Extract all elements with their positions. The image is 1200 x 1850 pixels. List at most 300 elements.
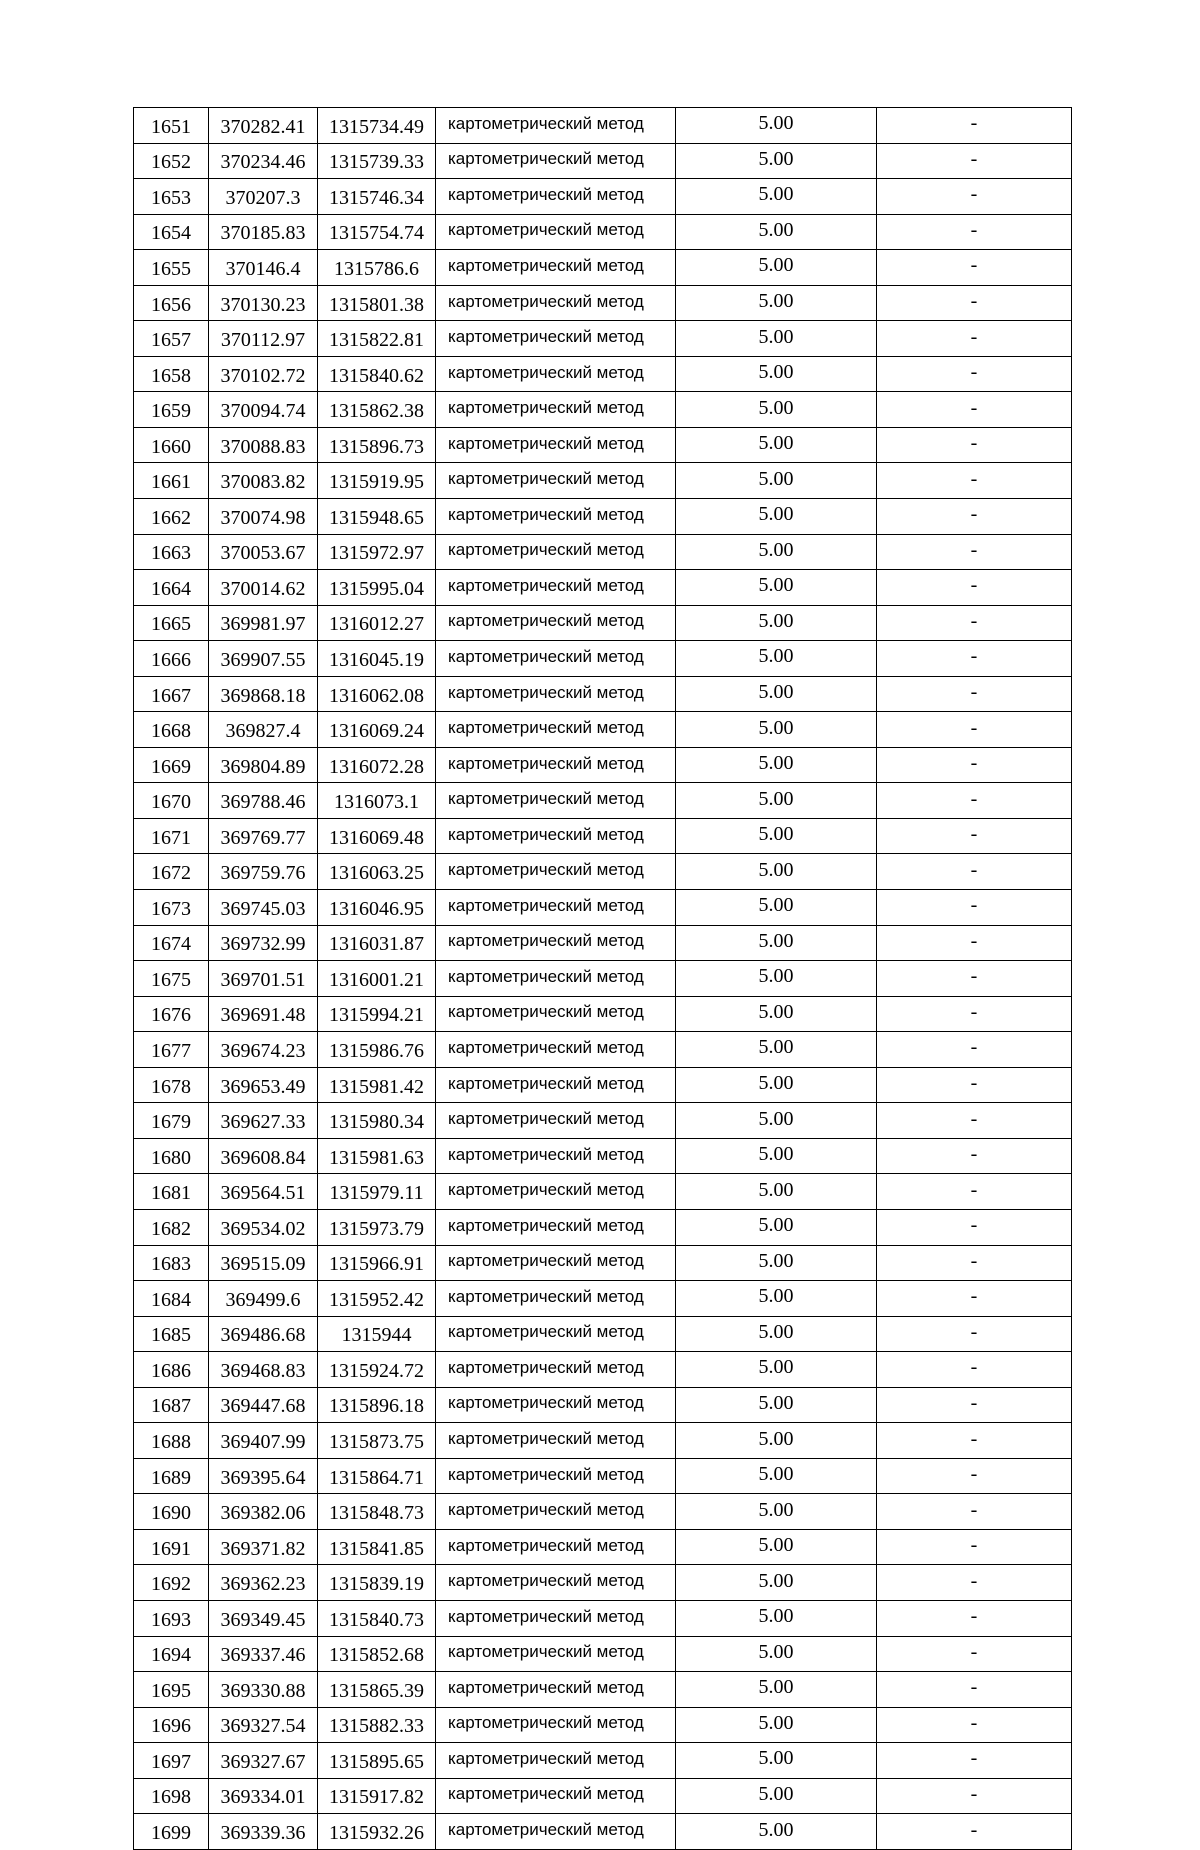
point-number-cell: 1685: [134, 1316, 209, 1352]
note-cell: -: [877, 392, 1072, 428]
method-cell: картометрический метод: [436, 214, 676, 250]
method-cell: картометрический метод: [436, 427, 676, 463]
note-cell: -: [877, 1600, 1072, 1636]
x-coordinate-cell: 369564.51: [209, 1174, 318, 1210]
accuracy-cell: 5.00: [676, 1494, 877, 1530]
y-coordinate-cell: 1316045.19: [318, 641, 436, 677]
accuracy-cell: 5.00: [676, 143, 877, 179]
x-coordinate-cell: 369447.68: [209, 1387, 318, 1423]
point-number-cell: 1679: [134, 1103, 209, 1139]
x-coordinate-cell: 370014.62: [209, 570, 318, 606]
x-coordinate-cell: 369334.01: [209, 1778, 318, 1814]
note-cell: -: [877, 712, 1072, 748]
method-cell: картометрический метод: [436, 925, 676, 961]
x-coordinate-cell: 369827.4: [209, 712, 318, 748]
point-number-cell: 1676: [134, 996, 209, 1032]
method-cell: картометрический метод: [436, 1814, 676, 1850]
note-cell: -: [877, 1032, 1072, 1068]
table-row: [134, 712, 1072, 748]
table-row: [134, 961, 1072, 997]
x-coordinate-cell: 370074.98: [209, 499, 318, 535]
method-cell: картометрический метод: [436, 285, 676, 321]
y-coordinate-cell: 1315896.73: [318, 427, 436, 463]
table-row: [134, 1316, 1072, 1352]
y-coordinate-cell: 1315786.6: [318, 250, 436, 286]
y-coordinate-cell: 1315952.42: [318, 1281, 436, 1317]
point-number-cell: 1665: [134, 605, 209, 641]
x-coordinate-cell: 369468.83: [209, 1352, 318, 1388]
note-cell: -: [877, 108, 1072, 144]
point-number-cell: 1693: [134, 1600, 209, 1636]
accuracy-cell: 5.00: [676, 925, 877, 961]
table-row: [134, 890, 1072, 926]
x-coordinate-cell: 369499.6: [209, 1281, 318, 1317]
accuracy-cell: 5.00: [676, 108, 877, 144]
note-cell: -: [877, 1103, 1072, 1139]
accuracy-cell: 5.00: [676, 1458, 877, 1494]
x-coordinate-cell: 369608.84: [209, 1138, 318, 1174]
point-number-cell: 1664: [134, 570, 209, 606]
note-cell: -: [877, 499, 1072, 535]
point-number-cell: 1691: [134, 1529, 209, 1565]
point-number-cell: 1698: [134, 1778, 209, 1814]
point-number-cell: 1697: [134, 1743, 209, 1779]
table-row: [134, 818, 1072, 854]
table-row: [134, 570, 1072, 606]
method-cell: картометрический метод: [436, 1316, 676, 1352]
method-cell: картометрический метод: [436, 1352, 676, 1388]
table-row: [134, 1138, 1072, 1174]
note-cell: -: [877, 890, 1072, 926]
x-coordinate-cell: 369382.06: [209, 1494, 318, 1530]
accuracy-cell: 5.00: [676, 463, 877, 499]
y-coordinate-cell: 1315896.18: [318, 1387, 436, 1423]
x-coordinate-cell: 370088.83: [209, 427, 318, 463]
y-coordinate-cell: 1315839.19: [318, 1565, 436, 1601]
x-coordinate-cell: 369759.76: [209, 854, 318, 890]
method-cell: картометрический метод: [436, 854, 676, 890]
method-cell: картометрический метод: [436, 1387, 676, 1423]
note-cell: -: [877, 1245, 1072, 1281]
x-coordinate-cell: 370185.83: [209, 214, 318, 250]
x-coordinate-cell: 370102.72: [209, 356, 318, 392]
accuracy-cell: 5.00: [676, 783, 877, 819]
accuracy-cell: 5.00: [676, 1245, 877, 1281]
note-cell: -: [877, 1743, 1072, 1779]
y-coordinate-cell: 1315972.97: [318, 534, 436, 570]
y-coordinate-cell: 1315932.26: [318, 1814, 436, 1850]
y-coordinate-cell: 1316063.25: [318, 854, 436, 890]
table-row: [134, 1423, 1072, 1459]
y-coordinate-cell: 1315864.71: [318, 1458, 436, 1494]
x-coordinate-cell: 370094.74: [209, 392, 318, 428]
y-coordinate-cell: 1315948.65: [318, 499, 436, 535]
x-coordinate-cell: 369349.45: [209, 1600, 318, 1636]
x-coordinate-cell: 370207.3: [209, 179, 318, 215]
method-cell: картометрический метод: [436, 1174, 676, 1210]
y-coordinate-cell: 1316001.21: [318, 961, 436, 997]
method-cell: картометрический метод: [436, 1529, 676, 1565]
point-number-cell: 1677: [134, 1032, 209, 1068]
x-coordinate-cell: 369330.88: [209, 1672, 318, 1708]
method-cell: картометрический метод: [436, 250, 676, 286]
method-cell: картометрический метод: [436, 1494, 676, 1530]
table-row: [134, 1174, 1072, 1210]
method-cell: картометрический метод: [436, 1707, 676, 1743]
y-coordinate-cell: 1315980.34: [318, 1103, 436, 1139]
accuracy-cell: 5.00: [676, 1387, 877, 1423]
point-number-cell: 1651: [134, 108, 209, 144]
accuracy-cell: 5.00: [676, 676, 877, 712]
x-coordinate-cell: 369515.09: [209, 1245, 318, 1281]
y-coordinate-cell: 1315734.49: [318, 108, 436, 144]
y-coordinate-cell: 1315848.73: [318, 1494, 436, 1530]
table-row: [134, 1778, 1072, 1814]
accuracy-cell: 5.00: [676, 214, 877, 250]
accuracy-cell: 5.00: [676, 1067, 877, 1103]
x-coordinate-cell: 369868.18: [209, 676, 318, 712]
y-coordinate-cell: 1315882.33: [318, 1707, 436, 1743]
x-coordinate-cell: 369732.99: [209, 925, 318, 961]
y-coordinate-cell: 1315801.38: [318, 285, 436, 321]
method-cell: картометрический метод: [436, 1778, 676, 1814]
point-number-cell: 1673: [134, 890, 209, 926]
y-coordinate-cell: 1316012.27: [318, 605, 436, 641]
x-coordinate-cell: 369907.55: [209, 641, 318, 677]
table-row: [134, 1707, 1072, 1743]
point-number-cell: 1696: [134, 1707, 209, 1743]
accuracy-cell: 5.00: [676, 250, 877, 286]
x-coordinate-cell: 369395.64: [209, 1458, 318, 1494]
x-coordinate-cell: 370083.82: [209, 463, 318, 499]
note-cell: -: [877, 1529, 1072, 1565]
note-cell: -: [877, 321, 1072, 357]
y-coordinate-cell: 1315944: [318, 1316, 436, 1352]
note-cell: -: [877, 783, 1072, 819]
point-number-cell: 1658: [134, 356, 209, 392]
accuracy-cell: 5.00: [676, 818, 877, 854]
point-number-cell: 1661: [134, 463, 209, 499]
accuracy-cell: 5.00: [676, 854, 877, 890]
note-cell: -: [877, 1423, 1072, 1459]
table-row: [134, 676, 1072, 712]
x-coordinate-cell: 370130.23: [209, 285, 318, 321]
accuracy-cell: 5.00: [676, 1636, 877, 1672]
coordinates-table-body: [134, 108, 1072, 1850]
table-row: [134, 1458, 1072, 1494]
method-cell: картометрический метод: [436, 1281, 676, 1317]
table-row: [134, 1600, 1072, 1636]
note-cell: -: [877, 961, 1072, 997]
method-cell: картометрический метод: [436, 783, 676, 819]
y-coordinate-cell: 1315840.73: [318, 1600, 436, 1636]
method-cell: картометрический метод: [436, 818, 676, 854]
y-coordinate-cell: 1315981.42: [318, 1067, 436, 1103]
point-number-cell: 1668: [134, 712, 209, 748]
point-number-cell: 1669: [134, 747, 209, 783]
accuracy-cell: 5.00: [676, 996, 877, 1032]
note-cell: -: [877, 925, 1072, 961]
x-coordinate-cell: 369486.68: [209, 1316, 318, 1352]
table-row: [134, 1352, 1072, 1388]
note-cell: -: [877, 143, 1072, 179]
table-row: [134, 1529, 1072, 1565]
table-row: [134, 996, 1072, 1032]
y-coordinate-cell: 1315862.38: [318, 392, 436, 428]
x-coordinate-cell: 369371.82: [209, 1529, 318, 1565]
point-number-cell: 1666: [134, 641, 209, 677]
note-cell: -: [877, 534, 1072, 570]
method-cell: картометрический метод: [436, 1209, 676, 1245]
table-row: [134, 1565, 1072, 1601]
method-cell: картометрический метод: [436, 1743, 676, 1779]
point-number-cell: 1671: [134, 818, 209, 854]
accuracy-cell: 5.00: [676, 605, 877, 641]
accuracy-cell: 5.00: [676, 1138, 877, 1174]
accuracy-cell: 5.00: [676, 1316, 877, 1352]
method-cell: картометрический метод: [436, 1103, 676, 1139]
method-cell: картометрический метод: [436, 179, 676, 215]
y-coordinate-cell: 1315973.79: [318, 1209, 436, 1245]
note-cell: -: [877, 570, 1072, 606]
method-cell: картометрический метод: [436, 890, 676, 926]
x-coordinate-cell: 369674.23: [209, 1032, 318, 1068]
table-row: [134, 1245, 1072, 1281]
x-coordinate-cell: 370112.97: [209, 321, 318, 357]
point-number-cell: 1657: [134, 321, 209, 357]
method-cell: картометрический метод: [436, 108, 676, 144]
table-row: [134, 1814, 1072, 1850]
x-coordinate-cell: 369327.54: [209, 1707, 318, 1743]
method-cell: картометрический метод: [436, 676, 676, 712]
table-row: [134, 143, 1072, 179]
point-number-cell: 1681: [134, 1174, 209, 1210]
method-cell: картометрический метод: [436, 1636, 676, 1672]
accuracy-cell: 5.00: [676, 1174, 877, 1210]
note-cell: -: [877, 1494, 1072, 1530]
point-number-cell: 1689: [134, 1458, 209, 1494]
table-row: [134, 179, 1072, 215]
y-coordinate-cell: 1316069.48: [318, 818, 436, 854]
point-number-cell: 1667: [134, 676, 209, 712]
note-cell: -: [877, 1778, 1072, 1814]
method-cell: картометрический метод: [436, 1138, 676, 1174]
note-cell: -: [877, 427, 1072, 463]
point-number-cell: 1659: [134, 392, 209, 428]
accuracy-cell: 5.00: [676, 356, 877, 392]
method-cell: картометрический метод: [436, 143, 676, 179]
method-cell: картометрический метод: [436, 1067, 676, 1103]
method-cell: картометрический метод: [436, 321, 676, 357]
note-cell: -: [877, 1672, 1072, 1708]
accuracy-cell: 5.00: [676, 641, 877, 677]
y-coordinate-cell: 1315924.72: [318, 1352, 436, 1388]
y-coordinate-cell: 1315746.34: [318, 179, 436, 215]
accuracy-cell: 5.00: [676, 392, 877, 428]
method-cell: картометрический метод: [436, 1458, 676, 1494]
point-number-cell: 1653: [134, 179, 209, 215]
point-number-cell: 1690: [134, 1494, 209, 1530]
table-row: [134, 108, 1072, 144]
table-row: [134, 1209, 1072, 1245]
note-cell: -: [877, 1316, 1072, 1352]
x-coordinate-cell: 369788.46: [209, 783, 318, 819]
point-number-cell: 1660: [134, 427, 209, 463]
table-row: [134, 214, 1072, 250]
table-row: [134, 1743, 1072, 1779]
point-number-cell: 1663: [134, 534, 209, 570]
table-row: [134, 1067, 1072, 1103]
point-number-cell: 1695: [134, 1672, 209, 1708]
table-row: [134, 641, 1072, 677]
note-cell: -: [877, 1636, 1072, 1672]
point-number-cell: 1682: [134, 1209, 209, 1245]
y-coordinate-cell: 1315754.74: [318, 214, 436, 250]
note-cell: -: [877, 1387, 1072, 1423]
note-cell: -: [877, 1565, 1072, 1601]
note-cell: -: [877, 285, 1072, 321]
table-row: [134, 783, 1072, 819]
x-coordinate-cell: 369327.67: [209, 1743, 318, 1779]
method-cell: картометрический метод: [436, 641, 676, 677]
accuracy-cell: 5.00: [676, 427, 877, 463]
point-number-cell: 1683: [134, 1245, 209, 1281]
point-number-cell: 1670: [134, 783, 209, 819]
note-cell: -: [877, 1458, 1072, 1494]
note-cell: -: [877, 179, 1072, 215]
method-cell: картометрический метод: [436, 570, 676, 606]
table-row: [134, 1032, 1072, 1068]
note-cell: -: [877, 250, 1072, 286]
accuracy-cell: 5.00: [676, 1600, 877, 1636]
x-coordinate-cell: 369804.89: [209, 747, 318, 783]
y-coordinate-cell: 1315873.75: [318, 1423, 436, 1459]
method-cell: картометрический метод: [436, 1600, 676, 1636]
note-cell: -: [877, 356, 1072, 392]
point-number-cell: 1652: [134, 143, 209, 179]
table-row: [134, 1281, 1072, 1317]
note-cell: -: [877, 1281, 1072, 1317]
x-coordinate-cell: 369769.77: [209, 818, 318, 854]
table-row: [134, 321, 1072, 357]
accuracy-cell: 5.00: [676, 179, 877, 215]
table-row: [134, 1494, 1072, 1530]
x-coordinate-cell: 370146.4: [209, 250, 318, 286]
table-row: [134, 392, 1072, 428]
method-cell: картометрический метод: [436, 1672, 676, 1708]
accuracy-cell: 5.00: [676, 1529, 877, 1565]
method-cell: картометрический метод: [436, 961, 676, 997]
accuracy-cell: 5.00: [676, 1281, 877, 1317]
coordinates-table: [133, 107, 1072, 1850]
accuracy-cell: 5.00: [676, 1814, 877, 1850]
accuracy-cell: 5.00: [676, 285, 877, 321]
y-coordinate-cell: 1315979.11: [318, 1174, 436, 1210]
method-cell: картометрический метод: [436, 1032, 676, 1068]
table-row: [134, 854, 1072, 890]
note-cell: -: [877, 1814, 1072, 1850]
accuracy-cell: 5.00: [676, 534, 877, 570]
y-coordinate-cell: 1316072.28: [318, 747, 436, 783]
y-coordinate-cell: 1315865.39: [318, 1672, 436, 1708]
method-cell: картометрический метод: [436, 712, 676, 748]
method-cell: картометрический метод: [436, 1565, 676, 1601]
accuracy-cell: 5.00: [676, 1209, 877, 1245]
accuracy-cell: 5.00: [676, 1778, 877, 1814]
y-coordinate-cell: 1315917.82: [318, 1778, 436, 1814]
accuracy-cell: 5.00: [676, 499, 877, 535]
point-number-cell: 1678: [134, 1067, 209, 1103]
method-cell: картометрический метод: [436, 356, 676, 392]
note-cell: -: [877, 1067, 1072, 1103]
note-cell: -: [877, 854, 1072, 890]
table-row: [134, 499, 1072, 535]
note-cell: -: [877, 1138, 1072, 1174]
accuracy-cell: 5.00: [676, 1672, 877, 1708]
table-row: [134, 534, 1072, 570]
table-row: [134, 1636, 1072, 1672]
accuracy-cell: 5.00: [676, 890, 877, 926]
accuracy-cell: 5.00: [676, 1423, 877, 1459]
table-row: [134, 1387, 1072, 1423]
method-cell: картометрический метод: [436, 534, 676, 570]
y-coordinate-cell: 1315822.81: [318, 321, 436, 357]
y-coordinate-cell: 1315895.65: [318, 1743, 436, 1779]
x-coordinate-cell: 369337.46: [209, 1636, 318, 1672]
method-cell: картометрический метод: [436, 499, 676, 535]
accuracy-cell: 5.00: [676, 1707, 877, 1743]
point-number-cell: 1692: [134, 1565, 209, 1601]
note-cell: -: [877, 463, 1072, 499]
x-coordinate-cell: 370282.41: [209, 108, 318, 144]
table-row: [134, 356, 1072, 392]
y-coordinate-cell: 1315852.68: [318, 1636, 436, 1672]
point-number-cell: 1675: [134, 961, 209, 997]
accuracy-cell: 5.00: [676, 570, 877, 606]
y-coordinate-cell: 1315739.33: [318, 143, 436, 179]
note-cell: -: [877, 1174, 1072, 1210]
x-coordinate-cell: 369691.48: [209, 996, 318, 1032]
x-coordinate-cell: 370053.67: [209, 534, 318, 570]
method-cell: картометрический метод: [436, 1423, 676, 1459]
table-row: [134, 1103, 1072, 1139]
y-coordinate-cell: 1315994.21: [318, 996, 436, 1032]
y-coordinate-cell: 1316046.95: [318, 890, 436, 926]
table-row: [134, 427, 1072, 463]
accuracy-cell: 5.00: [676, 747, 877, 783]
note-cell: -: [877, 818, 1072, 854]
method-cell: картометрический метод: [436, 747, 676, 783]
y-coordinate-cell: 1315919.95: [318, 463, 436, 499]
y-coordinate-cell: 1315995.04: [318, 570, 436, 606]
point-number-cell: 1654: [134, 214, 209, 250]
x-coordinate-cell: 369627.33: [209, 1103, 318, 1139]
x-coordinate-cell: 370234.46: [209, 143, 318, 179]
accuracy-cell: 5.00: [676, 321, 877, 357]
note-cell: -: [877, 605, 1072, 641]
point-number-cell: 1655: [134, 250, 209, 286]
table-row: [134, 925, 1072, 961]
note-cell: -: [877, 996, 1072, 1032]
method-cell: картометрический метод: [436, 605, 676, 641]
y-coordinate-cell: 1315840.62: [318, 356, 436, 392]
table-row: [134, 250, 1072, 286]
x-coordinate-cell: 369534.02: [209, 1209, 318, 1245]
table-row: [134, 463, 1072, 499]
y-coordinate-cell: 1316031.87: [318, 925, 436, 961]
method-cell: картометрический метод: [436, 1245, 676, 1281]
point-number-cell: 1694: [134, 1636, 209, 1672]
